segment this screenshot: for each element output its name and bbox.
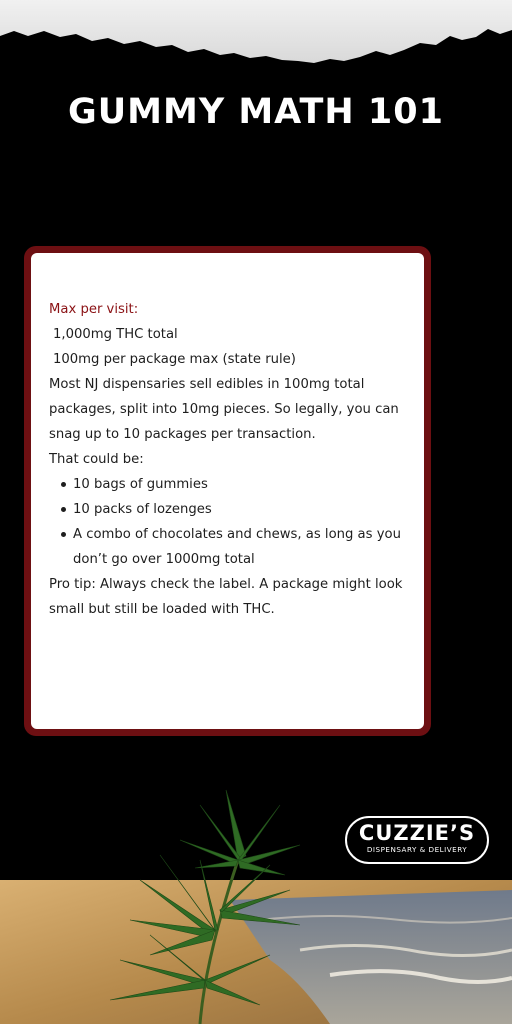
headline: GUMMY MATH 101 xyxy=(68,92,444,132)
card-pro-tip: Pro tip: Always check the label. A package might look small but still be loaded with THC. xyxy=(49,577,403,617)
card-bullet-list xyxy=(49,472,410,572)
card-title: Max per visit: xyxy=(49,302,139,317)
list-item: A combo of chocolates and chews, as long as you don’t go over 1000mg total xyxy=(73,522,410,572)
logo-name: CUZZIE’S xyxy=(358,821,476,845)
info-card xyxy=(24,246,431,736)
beach-scene xyxy=(0,760,512,1024)
logo-tagline: DISPENSARY & DELIVERY xyxy=(366,845,468,854)
card-paragraph-intro: That could be: xyxy=(49,452,144,467)
list-item: 10 packs of lozenges xyxy=(73,497,410,522)
info-card-body xyxy=(31,253,424,729)
card-line-thc-total: 1,000mg THC total xyxy=(53,327,178,342)
torn-paper-edge xyxy=(0,0,512,70)
card-line-package-max: 100mg per package max (state rule) xyxy=(53,352,296,367)
list-item: 10 bags of gummies xyxy=(73,472,410,497)
card-paragraph: Most NJ dispensaries sell edibles in 100mg total packages, split into 10mg pieces. So legally, you can snag up to 10 packages per transaction. xyxy=(49,377,399,442)
cuzzies-logo xyxy=(345,816,489,864)
